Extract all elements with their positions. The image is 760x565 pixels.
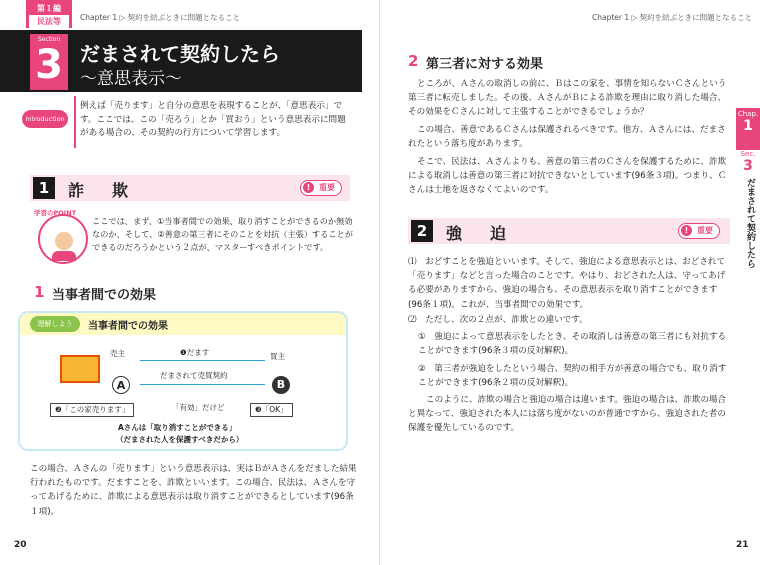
chapter-header: Chapter 1 ▷ 契約を結ぶときに問題となること xyxy=(592,13,753,22)
important-label: 重要 xyxy=(319,183,335,192)
cancel-reason: （だまされた人を保護すべきだから） xyxy=(116,435,244,444)
understand-tag: 理解しよう xyxy=(30,316,80,332)
page-number: 20 xyxy=(14,540,27,550)
exclamation-icon: ! xyxy=(303,182,314,193)
body-text: この場合、Ａさんの「売ります」という意思表示は、実はＢがＡさんをだました結果行われたものです。だますことを、詐欺といいます。この場合、民法は、Ａさんを守ってあげるために、詐欺による意思表示は取り消すことができるとしています(96条１項)。 xyxy=(30,464,357,517)
heading-title: 詐 欺 xyxy=(68,181,135,200)
important-badge xyxy=(678,223,720,239)
arrow-deceive xyxy=(140,360,265,361)
side-sec-number: 3 xyxy=(743,158,753,174)
section-title: だまされて契約したら xyxy=(80,42,280,66)
heading-number: 1 xyxy=(33,177,55,199)
person-a: A xyxy=(112,376,130,394)
important-badge xyxy=(300,180,342,196)
heading-title: 強 迫 xyxy=(446,224,513,243)
point-text: ここでは、まず、①当事者間での効果、取り消すことができるのか無効なのか、そして、②善意の第三者にそのことを対抗（主張）することができるのだろうかという２点が、マスターすべきポイントです。 xyxy=(92,216,353,253)
section-word: Section xyxy=(37,36,61,43)
point-badge: 学習のPOINT xyxy=(34,209,77,217)
subheading-number: 2 xyxy=(408,52,419,70)
section-subtitle: 〜意思表示〜 xyxy=(80,69,182,89)
contract-label: だまされて売買契約 xyxy=(160,371,228,380)
section-number: 3 xyxy=(35,42,63,88)
ok-quote: ❸「OK」 xyxy=(250,403,293,417)
difference-2: ② 第三者が強迫をしたという場合、契約の相手方が善意の場合でも、取り消すことができます(96条２項の反対解釈)。 xyxy=(418,364,727,389)
house-icon xyxy=(60,355,100,383)
side-chap-number: 1 xyxy=(743,118,753,134)
person-b: B xyxy=(272,376,290,394)
paragraph-1: ところが、Ａさんの取消しの前に、Ｂはこの家を、事情を知らないＣさんという第三者に転売しました。その後、ＡさんがＢによる詐欺を理由に取り消した場合、その効果をＣさんに対して主張することができるでしょうか？ xyxy=(408,79,727,118)
diagram-title: 当事者間での効果 xyxy=(88,321,168,332)
part-name: 民法等 xyxy=(29,15,69,28)
seller-label: 売主 xyxy=(110,349,125,358)
paragraph-2: この場合、善意であるＣさんは保護されるべきです。他方、Ａさんには、だまされたという落ち度があります。 xyxy=(408,125,726,150)
point-2: ⑵ ただし、次の２点が、詐欺との違いです。 xyxy=(408,315,588,325)
subheading-number: 1 xyxy=(34,283,45,301)
heading-number: 2 xyxy=(411,220,433,242)
exclamation-icon: ! xyxy=(681,225,692,236)
paragraph-4: このように、詐欺の場合と強迫の場合は違います。強迫の場合は、詐欺の場合と異なって、強迫された本人には落ち度がないのが普通ですから、強迫された者の保護を優先しているのです。 xyxy=(408,395,727,434)
part-badge xyxy=(26,0,72,28)
chapter-header: Chapter 1 ▷ 契約を結ぶときに問題となること xyxy=(80,13,241,22)
side-chapter-tab xyxy=(736,108,760,150)
section-badge xyxy=(30,34,68,90)
right-page xyxy=(380,0,760,565)
paragraph-3: そこで、民法は、Ａさんよりも、善意の第三者のＣさんを保護するために、詐欺による取消しは善意の第三者に対抗できないとしています(96条３項)。つまり、Ｃさんは土地を返さなくてよいのです。 xyxy=(408,157,727,196)
difference-1: ① 強迫によって意思表示をしたとき、その取消しは善意の第三者にも対抗することができます(96条３項の反対解釈)。 xyxy=(418,332,727,357)
intro-tag: Introduction xyxy=(22,110,68,128)
side-sec-label: Sec. xyxy=(740,150,756,158)
point-1: ⑴ おどすことを強迫といいます。そして、強迫による意思表示とは、おどされて「売ります」などと言った場合のことです。やはり、おどされた人は、守ってあげる必要がありますから、強迫の場合も、その意思表示を取り消すことができます(96条１項)。これが、当事者間での効果です。 xyxy=(408,257,726,310)
deceive-label: ❶だます xyxy=(180,348,210,357)
subheading-title: 第三者に対する効果 xyxy=(426,57,544,72)
intro-text: 例えば「売ります」と自分の意思を表現することが、「意思表示」です。ここでは、この「売ろう」とか「買おう」という意思表示に問題がある場合の、その契約の行方について学習します。 xyxy=(80,101,346,138)
arrow-contract xyxy=(140,384,265,385)
valid-label: 「有効」だけど xyxy=(172,403,225,412)
buyer-label: 買主 xyxy=(270,352,285,361)
important-label: 重要 xyxy=(697,226,713,235)
part-label: 第１編 xyxy=(37,4,61,13)
side-title: だまされて契約したら xyxy=(745,178,755,268)
sell-quote: ❷「この家売ります」 xyxy=(50,403,134,417)
cancel-note: Aさんは「取り消すことができる」 xyxy=(118,423,237,432)
side-chap-label: Chap. xyxy=(737,110,759,118)
subheading-title: 当事者間での効果 xyxy=(52,288,157,303)
teacher-icon xyxy=(38,214,88,264)
page-number: 21 xyxy=(736,540,749,550)
